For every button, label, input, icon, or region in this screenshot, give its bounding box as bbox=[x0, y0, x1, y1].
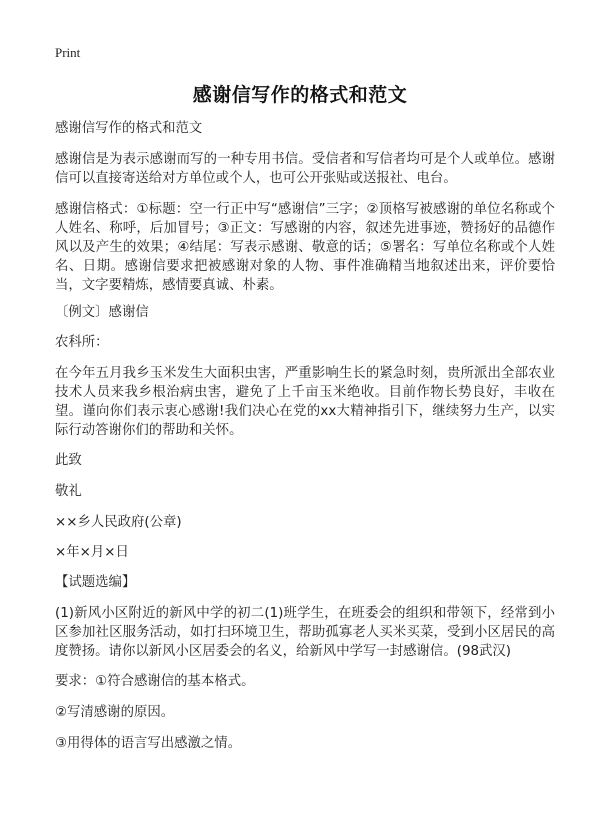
letter-date: ×年×月×日 bbox=[55, 545, 129, 560]
requirement-2: ②写清感谢的原因。 bbox=[55, 705, 175, 720]
letter-salutation: 农科所： bbox=[55, 335, 109, 350]
exercise-heading: 【试题选编】 bbox=[55, 575, 136, 590]
example-heading: 〔例文〕感谢信 bbox=[55, 305, 149, 320]
exercise-paragraph: (1)新风小区附近的新风中学的初二(1)班学生，在班委会的组织和带领下，经常到小区参加社区服务活动，如打扫环境卫生，帮助孤寡老人买米买菜，受到小区居民的高度赞扬。请你以新风小区居委会的名义，给新风中学写一封感谢信。(98武汉) bbox=[55, 606, 555, 659]
letter-body-paragraph: 在今年五月我乡玉米发生大面积虫害，严重影响生长的紧急时刻，贵所派出全部农业技术人员来我乡根治病虫害，避免了上千亩玉米绝收。目前作物长势良好，丰收在望。谨向你们表示衷心感谢!我们决心在党的xx大精神指引下，继续努力生产，以实际行动答谢你们的帮助和关怀。 bbox=[55, 366, 555, 438]
format-paragraph: 感谢信格式：①标题：空一行正中写“感谢信”三字；②顶格写被感谢的单位名称或个人姓名、称呼，后加冒号；③正文：写感谢的内容，叙述先进事迹，赞扬好的品德作风以及产生的效果；④结尾：写表示感谢、敬意的话；⑤署名：写单位名称或个人姓名、日期。感谢信要求把被感谢对象的人物、事件准确精当地叙述出来，评价要恰当，文字要精炼，感情要真诚、朴素。 bbox=[55, 202, 555, 293]
letter-closing-2: 敬礼 bbox=[55, 484, 82, 499]
requirement-3: ③用得体的语言写出感激之情。 bbox=[55, 736, 242, 751]
subtitle-paragraph: 感谢信写作的格式和范文 bbox=[55, 121, 203, 136]
letter-signature: ××乡人民政府(公章) bbox=[55, 515, 182, 530]
intro-paragraph: 感谢信是为表示感谢而写的一种专用书信。受信者和写信者均可是个人或单位。感谢信可以直接寄送给对方单位或个人，也可公开张贴或送报社、电台。 bbox=[55, 152, 555, 186]
requirement-1: 要求：①符合感谢信的基本格式。 bbox=[55, 674, 255, 689]
print-label: Print bbox=[55, 45, 81, 60]
letter-closing-1: 此致 bbox=[55, 453, 82, 468]
page-title: 感谢信写作的格式和范文 bbox=[192, 84, 408, 106]
